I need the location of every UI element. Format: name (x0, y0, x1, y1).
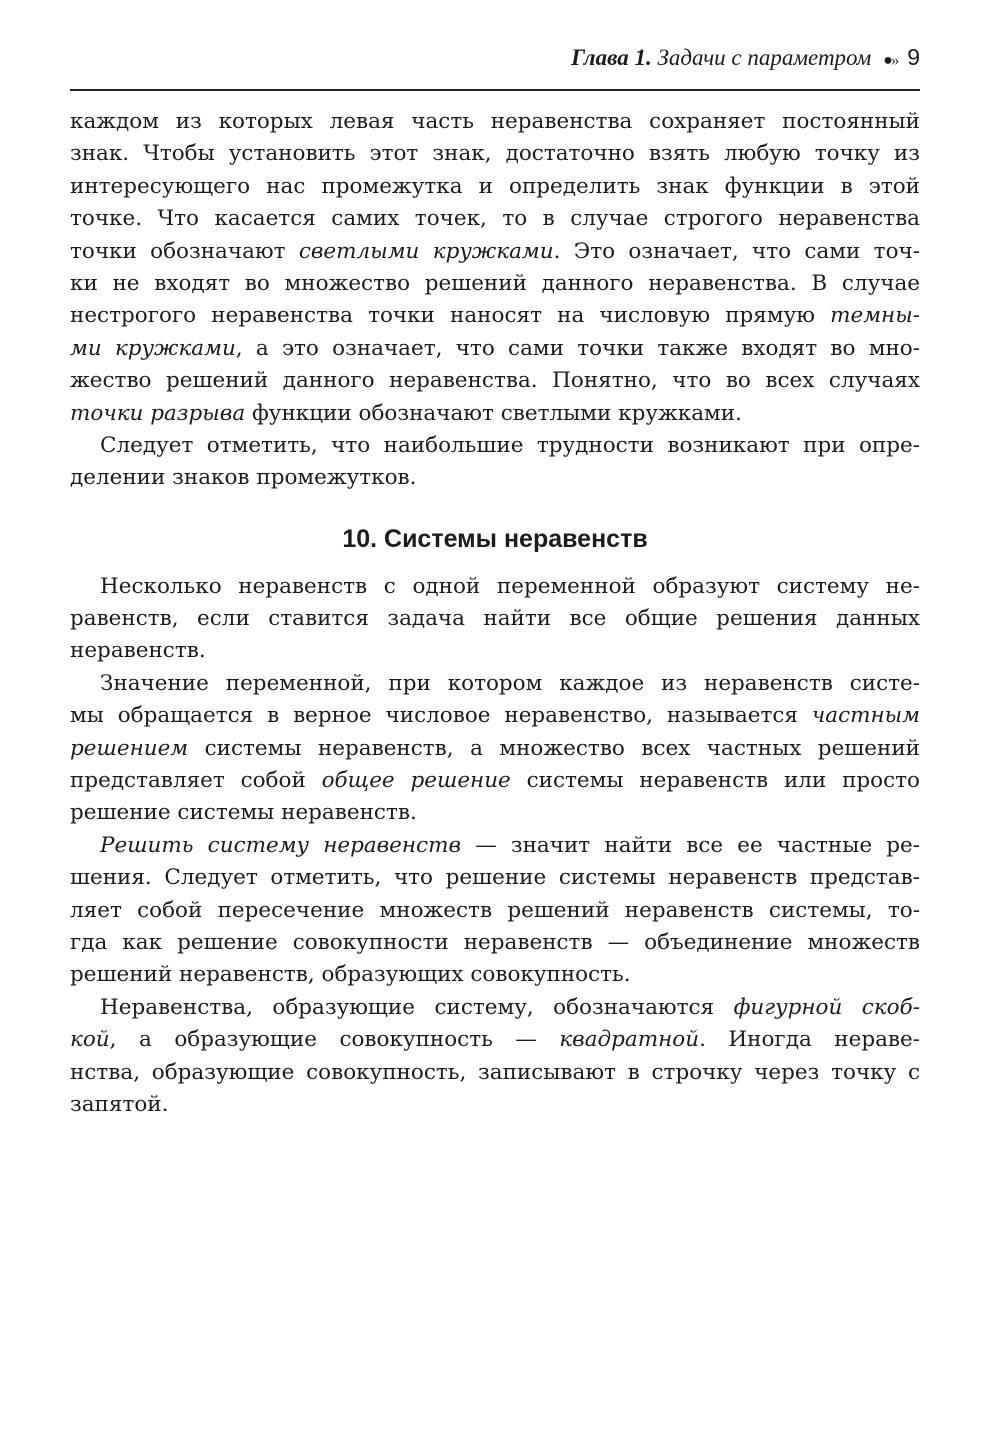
text-segment: каждом из которых левая часть неравенства сохраняет постоянный (70, 109, 920, 134)
italic-term: решением (70, 735, 189, 761)
chapter-title: Задачи с параметром (657, 45, 872, 70)
text-line (70, 668, 920, 700)
paragraph (70, 830, 920, 992)
text-line (70, 700, 920, 732)
text-segment: запятой. (70, 1091, 169, 1117)
section-heading: 10. Системы неравенств (342, 524, 648, 553)
text-segment: шения. Следует отметить, что решение системы неравенств представ- (70, 865, 920, 891)
text-line (70, 571, 920, 603)
italic-term: ми кружками (70, 335, 236, 361)
text-segment: неравенств. (70, 638, 206, 664)
text-segment: . Это означает, что сами точ- (553, 238, 921, 264)
header-rule (70, 89, 920, 91)
italic-term: Решить систему неравенств (100, 832, 462, 858)
text-line (70, 733, 920, 765)
text-segment: гда как решение совокупности неравенств — объединение множеств (70, 929, 920, 955)
text-after-heading (70, 571, 920, 1122)
text-line (70, 365, 920, 397)
text-segment: решение системы неравенств. (70, 800, 417, 826)
text-line (70, 862, 920, 894)
text-segment: представляет собой (70, 768, 322, 794)
text-line (70, 797, 920, 829)
text-line (70, 765, 920, 797)
text-line (70, 830, 920, 862)
text-segment: мы обращается в верное числовое неравенство, называется (70, 703, 812, 729)
text-segment: системы неравенств, а множество всех частных решений (188, 735, 920, 761)
paragraph (70, 430, 920, 495)
text-segment: нестрогого неравенства точки наносят на числовую прямую (70, 303, 831, 329)
paragraph (70, 668, 920, 830)
italic-term: частным (811, 703, 920, 729)
paragraph (70, 571, 920, 668)
text-segment: делении знаков промежутков. (70, 465, 417, 491)
text-segment: Несколько неравенств с одной переменной образуют систему не- (100, 573, 920, 599)
text-line (70, 462, 920, 494)
text-line (70, 430, 920, 462)
italic-term: общее решение (321, 768, 511, 794)
text-before-heading (70, 106, 920, 495)
text-segment: . Иногда нераве- (699, 1027, 920, 1053)
text-line (70, 236, 920, 268)
text-line (70, 300, 920, 332)
text-segment: интересующего нас промежутка и определить знак функции в этой (70, 173, 920, 199)
text-line (70, 203, 920, 235)
text-line (70, 171, 920, 203)
text-line (70, 333, 920, 365)
italic-term: светлыми кружками (298, 238, 554, 264)
text-segment: точке. Что касается самих точек, то в случае строгого неравенства (70, 206, 920, 232)
text-line (70, 927, 920, 959)
chapter-label: Глава 1. (571, 45, 652, 70)
italic-term: кой (70, 1027, 110, 1053)
bullet-ornament-icon: ●›› (883, 52, 898, 69)
italic-term: квадратной (559, 1027, 700, 1053)
paragraph (70, 992, 920, 1122)
text-line (70, 603, 920, 635)
text-segment: , а это означает, что сами точки также входят во мно- (235, 335, 920, 361)
text-segment: ки не входят во множество решений данного неравенства. В случае (70, 270, 920, 296)
text-line (70, 959, 920, 991)
text-segment: точки обозначают (70, 238, 299, 264)
paragraph (70, 106, 920, 430)
text-segment: системы неравенств или просто (510, 768, 920, 794)
text-segment: , а образующие совокупность — (109, 1027, 560, 1053)
text-segment: ляет собой пересечение множеств решений неравенств системы, то- (70, 897, 920, 923)
text-segment: Следует отметить, что наибольшие трудности возникают при опре- (100, 432, 920, 458)
text-line (70, 106, 920, 138)
running-header (70, 44, 920, 71)
text-segment: — значит найти все ее частные ре- (461, 832, 921, 858)
text-segment: Значение переменной, при котором каждое из неравенств систе- (100, 670, 920, 696)
text-segment: жество решений данного неравенства. Понятно, что во всех случаях (70, 368, 920, 394)
text-segment: нства, образующие совокупность, записывают в строчку через точку с (70, 1059, 920, 1085)
text-line (70, 635, 920, 667)
text-segment: Неравенства, образующие систему, обозначаются (100, 994, 734, 1020)
text-segment: функции обозначают светлыми кружками. (245, 400, 742, 426)
text-segment: знак. Чтобы установить этот знак, достаточно взять любую точку из (70, 141, 920, 167)
page-body (70, 106, 920, 1121)
text-line (70, 1057, 920, 1089)
text-line (70, 1089, 920, 1121)
italic-term: точки разрыва (70, 400, 246, 426)
text-segment: равенств, если ставится задача найти все общие решения данных (70, 606, 920, 632)
italic-term: темны- (830, 303, 920, 329)
text-line (70, 138, 920, 170)
text-segment: решений неравенств, образующих совокупность. (70, 962, 631, 988)
text-line (70, 895, 920, 927)
text-line (70, 398, 920, 430)
text-line (70, 992, 920, 1024)
italic-term: фигурной скоб- (733, 994, 920, 1020)
text-line (70, 1024, 920, 1056)
text-line (70, 268, 920, 300)
page-number: 9 (907, 44, 920, 70)
